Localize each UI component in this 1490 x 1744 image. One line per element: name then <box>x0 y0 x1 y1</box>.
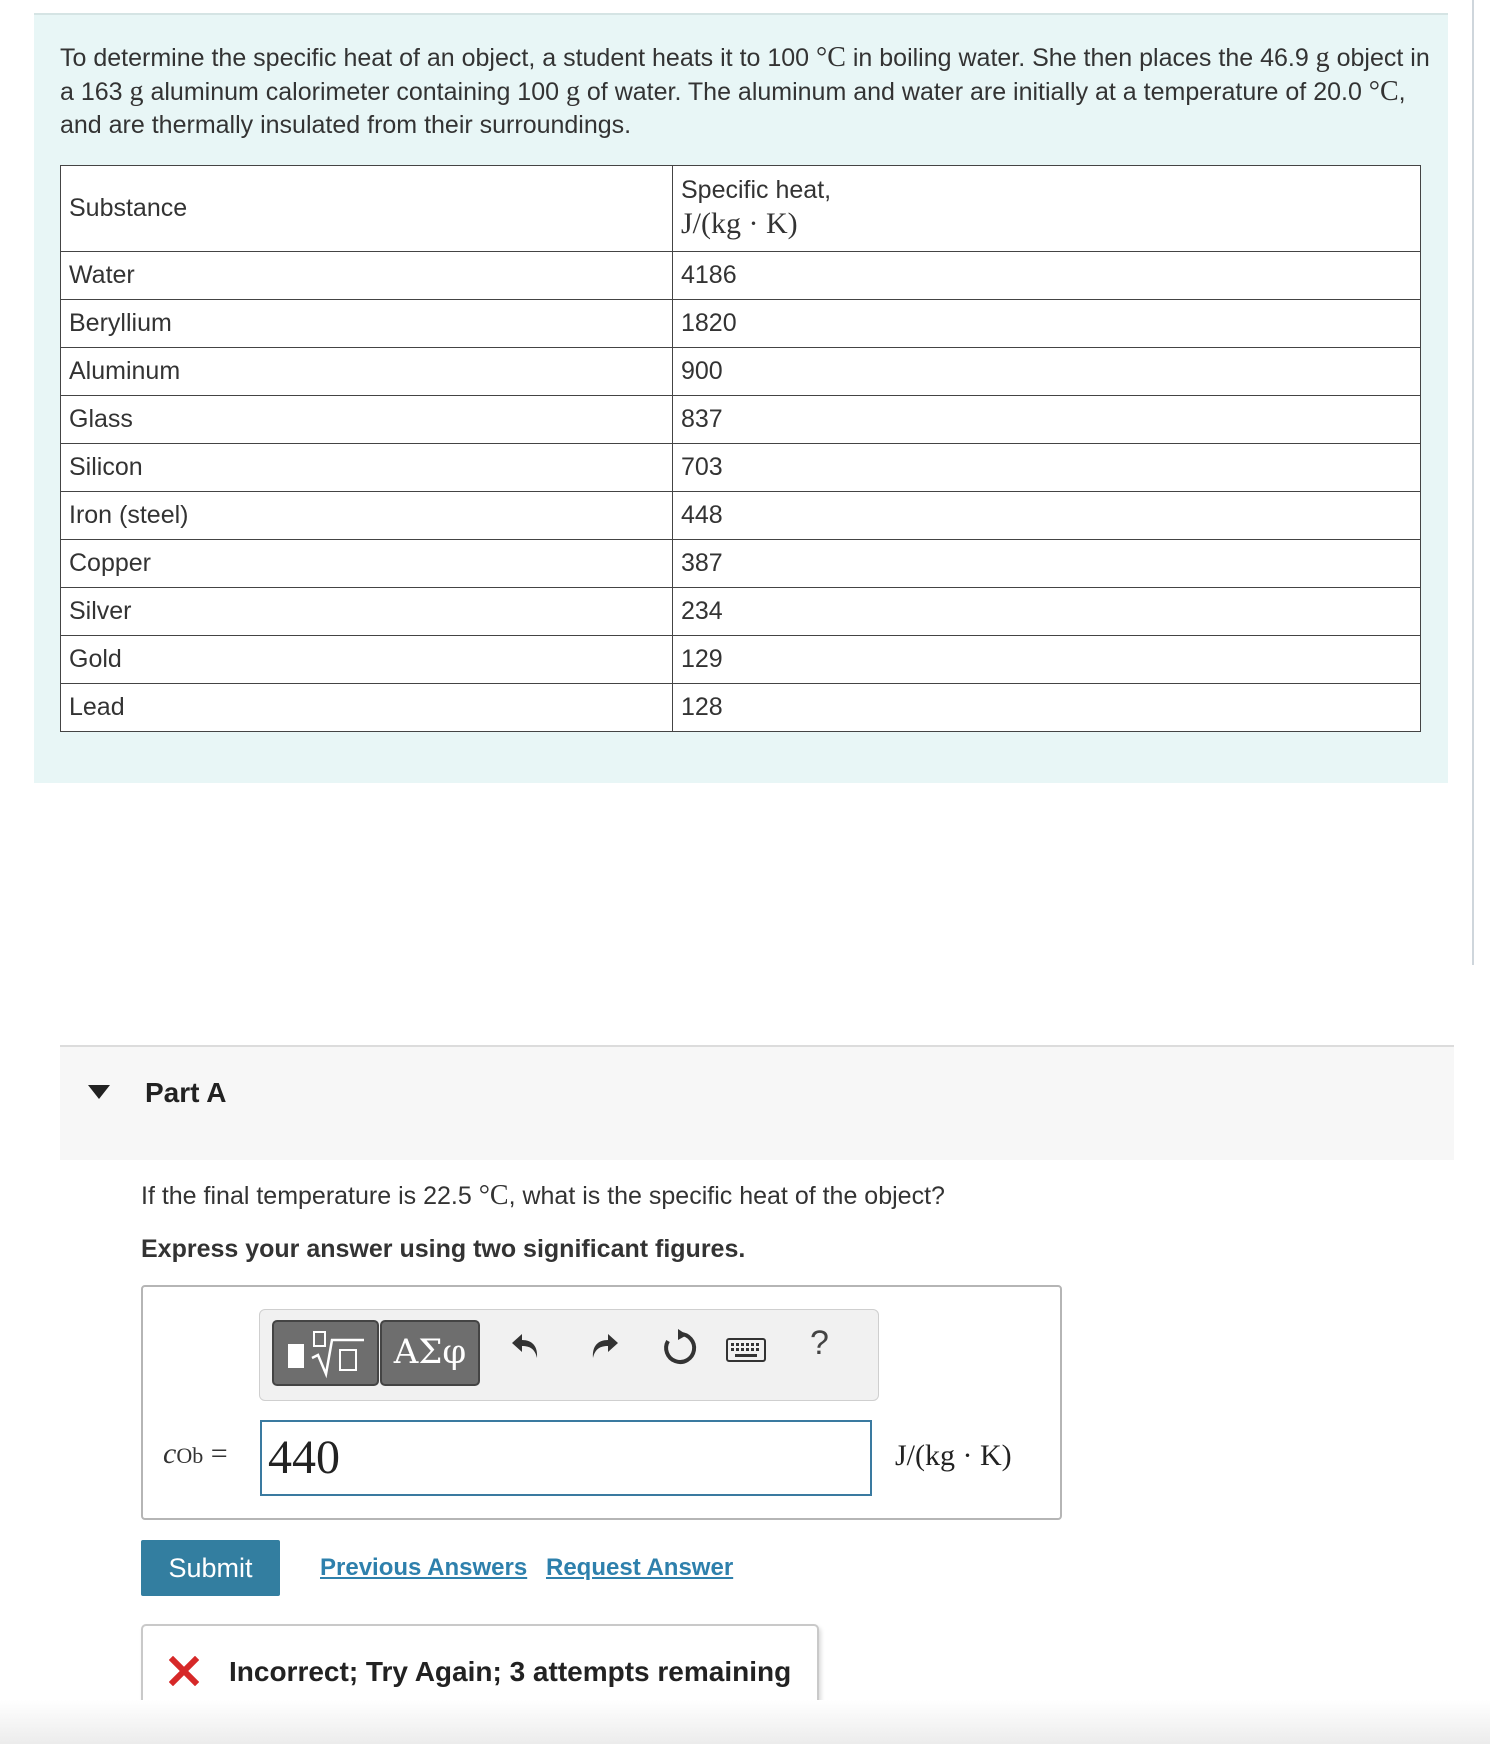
value-cell: 129 <box>673 636 1421 684</box>
submit-button[interactable]: Submit <box>141 1540 280 1596</box>
specific-heat-table <box>60 165 1421 732</box>
scrollbar-track[interactable] <box>1472 0 1474 965</box>
table-row <box>61 444 1421 492</box>
page-bottom-fade <box>0 1700 1490 1744</box>
templates-icon <box>274 1322 377 1384</box>
value-cell: 1820 <box>673 300 1421 348</box>
value-cell: 837 <box>673 396 1421 444</box>
table-row <box>61 636 1421 684</box>
value-cell: 387 <box>673 540 1421 588</box>
incorrect-x-icon <box>169 1656 199 1686</box>
undo-icon[interactable] <box>508 1328 544 1369</box>
reset-icon[interactable] <box>660 1328 700 1373</box>
math-toolbar <box>259 1309 879 1401</box>
header-substance: Substance <box>61 166 673 252</box>
substance-cell: Iron (steel) <box>61 492 673 540</box>
substance-cell: Aluminum <box>61 348 673 396</box>
substance-cell: Lead <box>61 684 673 732</box>
value-cell: 448 <box>673 492 1421 540</box>
table-row <box>61 540 1421 588</box>
substance-cell: Silver <box>61 588 673 636</box>
table-row <box>61 396 1421 444</box>
answer-input[interactable]: 440 <box>260 1420 872 1496</box>
substance-cell: Glass <box>61 396 673 444</box>
answer-units: J/(kg · K) <box>895 1439 1012 1472</box>
table-row <box>61 348 1421 396</box>
table-row <box>61 252 1421 300</box>
redo-icon[interactable] <box>586 1328 622 1369</box>
value-cell: 234 <box>673 588 1421 636</box>
value-cell: 900 <box>673 348 1421 396</box>
substance-cell: Gold <box>61 636 673 684</box>
feedback-text: Incorrect; Try Again; 3 attempts remaining <box>229 1656 792 1687</box>
part-a-header[interactable] <box>60 1045 1454 1160</box>
substance-cell: Copper <box>61 540 673 588</box>
table-row <box>61 588 1421 636</box>
variable-label: cOb = <box>163 1437 228 1470</box>
table-header-row <box>61 166 1421 252</box>
table-row <box>61 492 1421 540</box>
table-row <box>61 684 1421 732</box>
answer-instruction: Express your answer using two significant figures. <box>141 1235 746 1263</box>
substance-cell: Silicon <box>61 444 673 492</box>
substance-cell: Water <box>61 252 673 300</box>
value-cell: 128 <box>673 684 1421 732</box>
question-text: If the final temperature is 22.5 °C, what is the specific heat of the object? <box>141 1180 945 1211</box>
part-title: Part A <box>145 1077 227 1108</box>
keyboard-icon[interactable] <box>726 1338 766 1367</box>
request-answer-link[interactable]: Request Answer <box>546 1554 734 1581</box>
collapse-triangle-icon[interactable] <box>88 1085 110 1099</box>
greek-symbols-button[interactable]: ΑΣφ <box>380 1320 480 1386</box>
templates-button[interactable] <box>272 1320 379 1386</box>
problem-intro-panel <box>34 13 1448 783</box>
answer-box <box>141 1285 1062 1520</box>
table-row <box>61 300 1421 348</box>
header-unit: J/(kg · K) <box>681 207 798 240</box>
value-cell: 4186 <box>673 252 1421 300</box>
help-button[interactable]: ? <box>810 1324 829 1362</box>
substance-cell: Beryllium <box>61 300 673 348</box>
value-cell: 703 <box>673 444 1421 492</box>
previous-answers-link[interactable]: Previous Answers <box>320 1554 528 1581</box>
problem-statement: To determine the specific heat of an object, a student heats it to 100 °C in boiling water. She then places the 46.9 g object in a 163 g aluminum calorimeter containing 100 g of water. The aluminum and water are initially at a temperature of 20.0 °C, and are thermally insulated from their surroundings. <box>60 42 1430 139</box>
header-specific-heat: Specific heat, J/(kg · K) <box>673 166 1421 252</box>
